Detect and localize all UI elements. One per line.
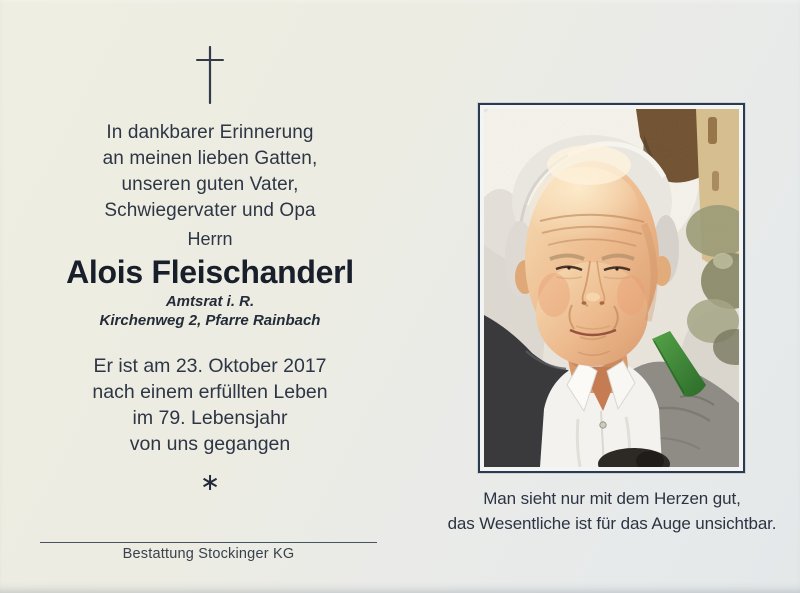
deceased-name: Alois Fleischanderl: [66, 254, 354, 290]
quote-line: Man sieht nur mit dem Herzen gut,: [483, 489, 741, 508]
latin-cross-icon: [14, 45, 406, 107]
remembrance-line: In dankbarer Erinnerung: [106, 122, 314, 143]
quote-text: [428, 486, 796, 536]
death-notice-line: im 79. Lebensjahr: [132, 407, 288, 429]
quote-line: das Wesentliche ist für das Auge unsichtbar.: [447, 514, 777, 533]
asterisk-symbol: ∗: [199, 469, 221, 496]
death-notice-line: von uns gegangen: [129, 433, 291, 455]
portrait-illustration: [484, 109, 739, 467]
funeral-home-footer: [40, 542, 377, 562]
deceased-address: Kirchenweg 2, Pfarre Rainbach: [99, 312, 321, 329]
remembrance-line: unseren guten Vater,: [121, 174, 299, 195]
remembrance-text: [14, 120, 406, 224]
remembrance-line: Schwiegervater und Opa: [104, 200, 316, 221]
portrait-photo: [478, 103, 745, 473]
death-notice: [14, 353, 406, 457]
funeral-home-name: Bestattung Stockinger KG: [122, 546, 295, 562]
salutation: Herrn: [187, 229, 233, 249]
death-notice-line: Er ist am 23. Oktober 2017: [93, 355, 327, 377]
death-notice-line: nach einem erfüllten Leben: [92, 381, 328, 403]
text-column: [14, 0, 406, 496]
remembrance-line: an meinen lieben Gatten,: [102, 148, 318, 169]
deceased-title: Amtsrat i. R.: [165, 293, 255, 310]
